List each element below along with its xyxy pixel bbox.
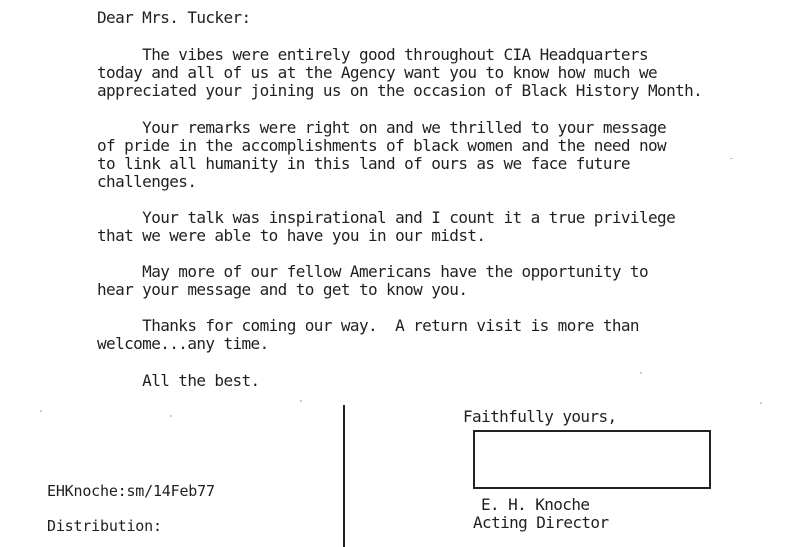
distribution-label: Distribution: bbox=[47, 517, 162, 535]
paragraph-3-line-2: that we were able to have you in our midst. bbox=[97, 226, 486, 245]
complimentary-close: Faithfully yours, bbox=[463, 407, 617, 426]
paragraph-3-line-1: Your talk was inspirational and I count it a true privilege bbox=[97, 208, 676, 227]
scan-speck bbox=[640, 372, 642, 374]
paragraph-2-line-1: Your remarks were right on and we thrilled to your message bbox=[97, 118, 667, 137]
salutation: Dear Mrs. Tucker: bbox=[97, 8, 251, 27]
scan-speck bbox=[40, 410, 42, 412]
paragraph-2-line-4: challenges. bbox=[97, 172, 197, 191]
paragraph-1-line-3: appreciated your joining us on the occasion of Black History Month. bbox=[97, 81, 703, 100]
paragraph-2-line-3: to link all humanity in this land of ours as we face future bbox=[97, 154, 630, 173]
closing-line: All the best. bbox=[97, 371, 260, 390]
paragraph-4-line-2: hear your message and to get to know you. bbox=[97, 280, 468, 299]
reference-initials: EHKnoche:sm/14Feb77 bbox=[47, 482, 215, 500]
scan-speck bbox=[730, 158, 733, 159]
signature-box bbox=[473, 430, 711, 489]
paragraph-1-line-1: The vibes were entirely good throughout CIA Headquarters bbox=[97, 45, 649, 64]
signer-name: E. H. Knoche bbox=[481, 495, 590, 514]
margin-rule bbox=[343, 405, 345, 547]
scan-speck bbox=[760, 402, 762, 404]
scan-speck bbox=[170, 415, 172, 417]
paragraph-1-line-2: today and all of us at the Agency want you to know how much we bbox=[97, 63, 658, 82]
paragraph-2-line-2: of pride in the accomplishments of black women and the need now bbox=[97, 136, 667, 155]
paragraph-5-line-2: welcome...any time. bbox=[97, 334, 269, 353]
paragraph-5-line-1: Thanks for coming our way. A return visit is more than bbox=[97, 316, 639, 335]
signer-title: Acting Director bbox=[473, 513, 609, 532]
paragraph-4-line-1: May more of our fellow Americans have the opportunity to bbox=[97, 262, 649, 281]
scan-speck bbox=[300, 400, 302, 402]
